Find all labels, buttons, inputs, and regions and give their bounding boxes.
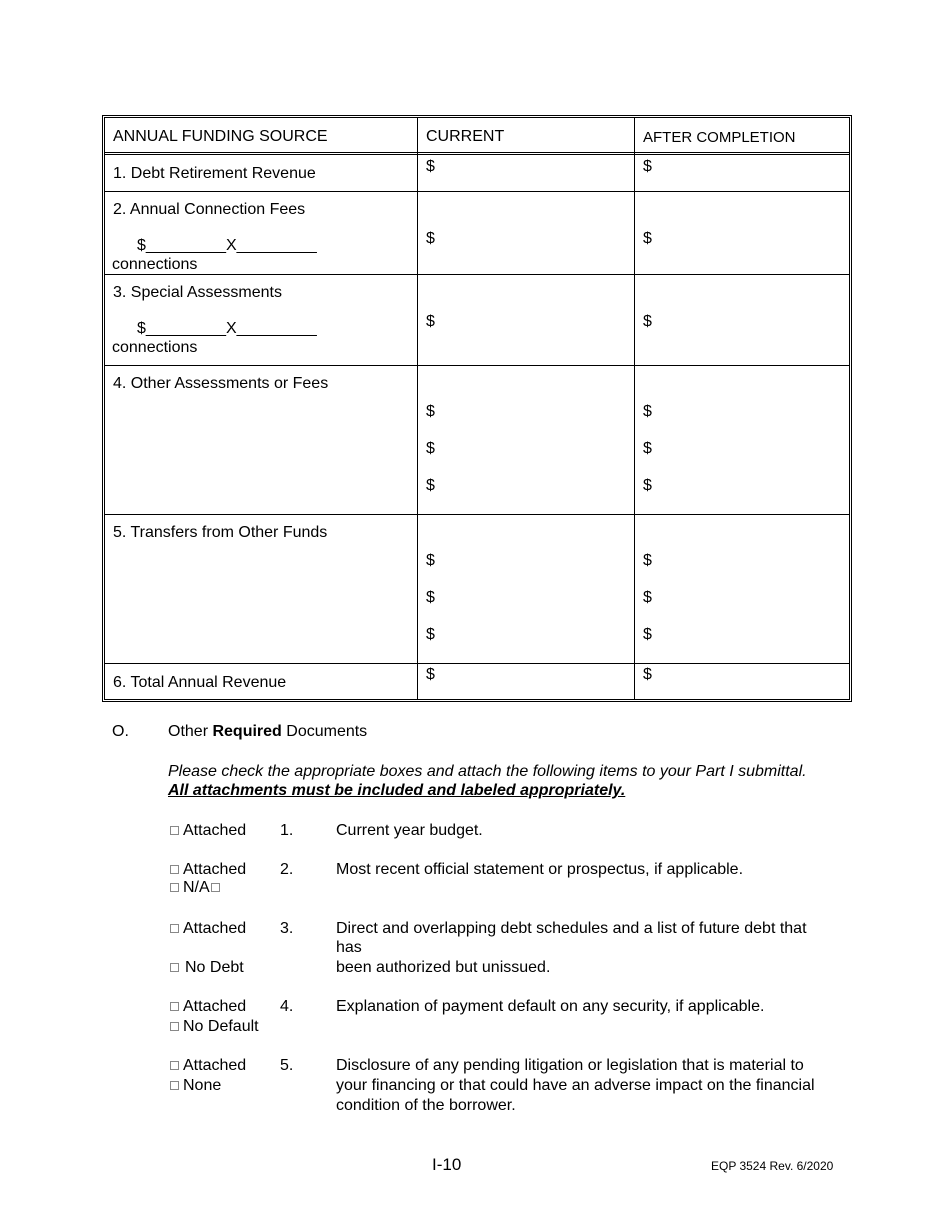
item-number: 4. — [280, 998, 294, 1015]
item-text: has — [336, 939, 362, 956]
row-label: 4. Other Assessments or Fees — [113, 375, 329, 392]
current-dollar: $ — [426, 403, 435, 420]
item-text: Disclosure of any pending litigation or legislation that is material to — [336, 1057, 804, 1074]
row-label: 5. Transfers from Other Funds — [113, 524, 328, 541]
row-label: 2. Annual Connection Fees — [113, 201, 306, 218]
row-sub: connections — [112, 256, 198, 273]
item-text: Most recent official statement or prospectus, if applicable. — [336, 861, 744, 878]
table-row — [105, 366, 849, 515]
checkbox-attached-1[interactable] — [170, 822, 246, 840]
table-row — [105, 515, 849, 664]
option-label: N/A — [183, 879, 210, 896]
section-title-bold: Required — [212, 723, 282, 740]
item-text: condition of the borrower. — [336, 1097, 516, 1114]
current-dollar: $ — [426, 313, 435, 330]
section-title — [168, 723, 367, 741]
current-dollar: $ — [426, 552, 435, 569]
current-dollar: $ — [426, 589, 435, 606]
section-title-post: Documents — [281, 723, 368, 740]
section-title-pre: Other — [168, 723, 213, 740]
current-dollar: $ — [426, 626, 435, 643]
item-number: 5. — [280, 1057, 294, 1074]
option-label: Attached — [183, 861, 247, 878]
checkbox-attached-4[interactable] — [170, 998, 246, 1016]
checkbox-box[interactable] — [170, 1061, 179, 1070]
header-current: CURRENT — [426, 128, 505, 145]
checkbox-box[interactable] — [170, 1081, 179, 1090]
funding-table — [102, 115, 852, 702]
item-text: Direct and overlapping debt schedules and a list of future debt that — [336, 920, 807, 937]
checkbox-box[interactable] — [170, 1022, 179, 1031]
current-dollar: $ — [426, 477, 435, 494]
item-text: Current year budget. — [336, 822, 483, 839]
option-label: Attached — [183, 920, 247, 937]
option-label: Attached — [183, 822, 247, 839]
row-label: 1. Debt Retirement Revenue — [113, 165, 316, 182]
checkbox-no-debt-3[interactable] — [170, 959, 244, 977]
checkbox-box[interactable] — [170, 963, 179, 972]
instruction-emphasis: All attachments must be included and labeled appropriately. — [168, 782, 626, 799]
row-formula: $_________X_________ — [137, 320, 317, 337]
option-label: None — [183, 1077, 222, 1094]
current-dollar: $ — [426, 666, 435, 683]
current-dollar: $ — [426, 158, 435, 175]
checkbox-no-default-4[interactable] — [170, 1018, 259, 1036]
option-label: No Debt — [185, 959, 244, 976]
after-dollar: $ — [643, 477, 652, 494]
page-number: I-10 — [432, 1155, 462, 1174]
header-after-completion: AFTER COMPLETION — [643, 129, 796, 146]
checkbox-box[interactable] — [170, 924, 179, 933]
option-label: Attached — [183, 1057, 247, 1074]
checkbox-box[interactable] — [170, 883, 179, 892]
current-dollar: $ — [426, 440, 435, 457]
current-dollar: $ — [426, 230, 435, 247]
table-header-row — [105, 118, 849, 155]
checkbox-box[interactable] — [211, 883, 220, 892]
item-number: 3. — [280, 920, 294, 937]
row-formula: $_________X_________ — [137, 237, 317, 254]
table-row — [105, 275, 849, 366]
after-dollar: $ — [643, 666, 652, 683]
row-label: 3. Special Assessments — [113, 284, 282, 301]
checkbox-attached-3[interactable] — [170, 920, 246, 938]
after-dollar: $ — [643, 158, 652, 175]
header-source: ANNUAL FUNDING SOURCE — [113, 128, 328, 145]
item-text: Explanation of payment default on any security, if applicable. — [336, 998, 765, 1015]
item-number: 1. — [280, 822, 294, 839]
table-row — [105, 155, 849, 192]
item-text: your financing or that could have an adverse impact on the financial — [336, 1077, 815, 1094]
row-label: 6. Total Annual Revenue — [113, 674, 287, 691]
item-text: been authorized but unissued. — [336, 959, 551, 976]
item-number: 2. — [280, 861, 294, 878]
after-dollar: $ — [643, 552, 652, 569]
instruction-text: Please check the appropriate boxes and attach the following items to your Part I submittal. — [168, 763, 807, 780]
option-label: Attached — [183, 998, 247, 1015]
checkbox-box[interactable] — [170, 865, 179, 874]
checkbox-na-2[interactable] — [170, 879, 224, 897]
after-dollar: $ — [643, 440, 652, 457]
row-sub: connections — [112, 339, 198, 356]
after-dollar: $ — [643, 589, 652, 606]
after-dollar: $ — [643, 313, 652, 330]
table-row — [105, 192, 849, 275]
after-dollar: $ — [643, 626, 652, 643]
after-dollar: $ — [643, 403, 652, 420]
option-label: No Default — [183, 1018, 259, 1035]
table-row — [105, 664, 849, 699]
checkbox-attached-5[interactable] — [170, 1057, 246, 1075]
checkbox-box[interactable] — [170, 826, 179, 835]
form-number: EQP 3524 Rev. 6/2020 — [711, 1159, 834, 1173]
section-letter: O. — [112, 723, 129, 740]
after-dollar: $ — [643, 230, 652, 247]
checkbox-box[interactable] — [170, 1002, 179, 1011]
checkbox-none-5[interactable] — [170, 1077, 221, 1095]
checkbox-attached-2[interactable] — [170, 861, 246, 879]
